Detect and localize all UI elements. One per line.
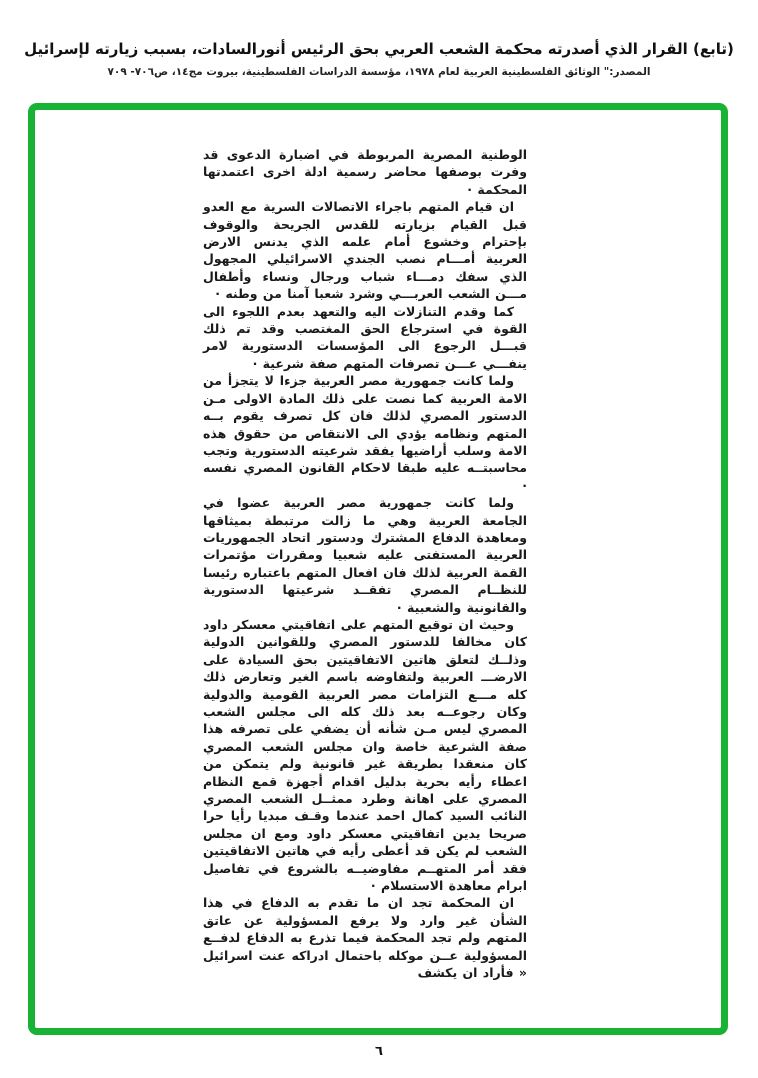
document-body-text — [203, 146, 527, 982]
source-citation: المصدر:" الوثائق الفلسطينية العربية لعام ١٩٧٨، مؤسسة الدراسات الفلسطينية، بيروت مج١٤، ص٧٠٦- ٧٠٩ — [107, 66, 651, 78]
document-title: (تابع) القرار الذي أصدرته محكمة الشعب العربي بحق الرئيس أنورالسادات، بسبب زيارته لإسرائيل — [24, 40, 734, 58]
paragraph: وحيث ان توقيع المتهم على اتفاقيتي معسكر داود كان مخالفا للدستور المصري وللقوانين الدولية وذلــك لتعلق هاتين الاتفاقيتين بحق السيادة على الارضـــ العربية ولتفاوضه باسم الغير وتعارض ذلك كله مـــع التزامات مصر العربية القومية والدولية وكان رجوعــه بعد ذلك كله الى مجلس الشعب المصري ليس مـن شأنه أن يضفي على تصرفه هذا صفة الشرعية خاصة وان مجلس الشعب المصري كان منعقدا بطريقة غير قانونية ولم يتمكن من اعطاء رأيه بحرية بدليل اقدام أجهزة قمع النظام المصري على اهانة وطرد ممثــل الشعب المصري النائب السيد كمال احمد عندما وقـف مبديا رأيا حرا صريحا يدين اتفاقيتي معسكر داود ومع ان مجلس الشعب لم يكن قد أعطى رأيه في هاتين الاتفاقيتين فقد أمر المتهــم مفاوضيــه بالشروع في تفاصيل ابرام معاهدة الاستسلام · — [203, 616, 527, 894]
paragraph: ولما كانت جمهورية مصر العربية جزءا لا يتجزأ من الامة العربية كما نصت على ذلك المادة الاولى مـن الدستور المصري لذلك فان كل تصرف يقوم بــه المتهم ونظامه يؤدي الى الانتقاص من حقوق هذه الامة وسلب أراضيها يفقد شرعيته الدستورية وتجب محاسبتــه عليه طبقا لاحكام القانون المصري نفسه · — [203, 373, 527, 493]
paragraph: الوطنية المصرية المربوطة في اضبارة الدعوى قد وفرت بوصفها محاضر رسمية ادلة اخرى اعتمدتها المحكمة · — [203, 147, 527, 197]
paragraph: ان قيام المتهم باجراء الاتصالات السرية مع العدو قبل القيام بزيارته للقدس الجريحة والوقوف بإحترام وخشوع أمام علمه الذي يدنس الارض العربية أمـــام نصب الجندي الاسرائيلي المجهول الذي سفك دمـــاء شباب ورجال ونساء وأطفال مـــن الشعب العربـــي وشرد شعبا آمنا من وطنه · — [203, 199, 527, 302]
page-number: ٦ — [375, 1044, 383, 1059]
paragraph: ولما كانت جمهورية مصر العربية عضوا في الجامعة العربية وهي ما زالت مرتبطة بميثاقها ومعاهدة الدفاع المشترك ودستور اتحاد الجمهوريات العربية المستفتى عليه شعبيا ومقررات مؤتمرات القمة العربية لذلك فان افعال المتهم باعتباره رئيسا للنظــام المصري تفقــد شرعيتها الدستورية والقانونية والشعبية · — [203, 495, 527, 615]
paragraph: كما وقدم التنازلات اليه والتعهد بعدم اللجوء الى القوة في استرجاع الحق المغتصب وقد تم ذلك قبـــل الرجوع الى المؤسسات الدستورية لامر ينفـــي عـــن تصرفات المتهم صفة شرعية · — [203, 303, 527, 371]
page-header — [0, 40, 758, 78]
paragraph: ان المحكمة تجد ان ما تقدم به الدفاع في هذا الشأن غير وارد ولا يرفع المسؤولية عن عاتق المتهم ولم تجد المحكمة فيما تذرع به الدفاع لدفــع المسؤولية عــن موكله باحتمال ادراكه عنت اسرائيل « فأراد ان يكشف — [203, 895, 527, 981]
